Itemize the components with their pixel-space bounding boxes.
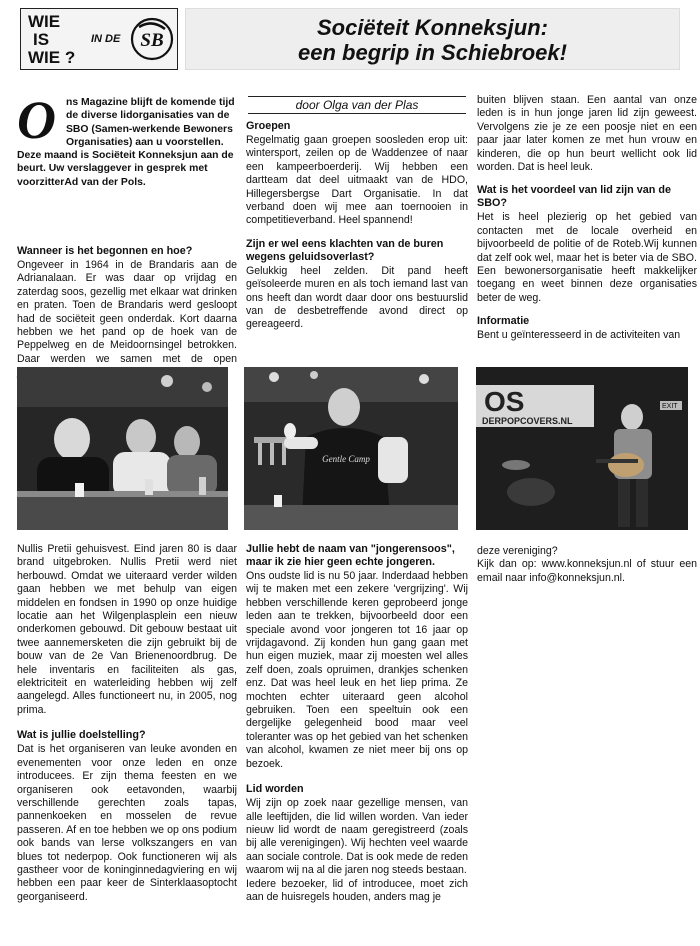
photo-bartender	[244, 367, 458, 530]
title-line-2: een begrip in Schiebroek!	[298, 40, 567, 65]
is-label: IS	[33, 30, 50, 49]
text-contact: Kijk dan op: www.konneksjun.nl of stuur een email naar info@konneksjun.nl.	[477, 558, 697, 584]
heading-jongerensoos: Jullie hebt de naam van "jongerensoos", maar ik zie hier geen echte jongeren.	[246, 543, 455, 568]
exit-sign: EXIT	[662, 403, 678, 410]
column-3-bottom	[477, 545, 697, 585]
article-header	[0, 0, 700, 80]
banner-subtext: DERPOPCOVERS.NL	[482, 416, 573, 426]
text-jongerensoos: Ons oudste lid is nu 50 jaar. Inderdaad hebben wij te maken met een zekere 'vergrijzing'. Wij hebben verschillende keren geprobeerd jonge leden aan te trekken, bijvoorbeeld door een speciale avond voor jongeren tot 16 jaar op vrijdagavond. Zij konden hun gang gaan met hun eigen muziek, maar zij moesten wel alles zelf doen, zoals opruimen, drankjes schenken enz. Dat was heel leuk en het liep prima. Ze mochten echter uiteraard geen alcohol gebruiken. Toen een speeltuin ook een dergelijke gelegenheid bood maar veel toleranter was op het gebied van het schenken van alcohol, kwamen ze niet meer bij ons op bezoek.	[246, 570, 468, 770]
photo-bar-members	[17, 367, 228, 530]
heading-lid-worden: Lid worden	[246, 783, 304, 796]
text-buiten: buiten blijven staan. Een aantal van onze leden is in hun jonge jaren lid zijn geweest. Vervolgens zie je ze een poosje niet en een paar jaar later komen ze met hun vrouw en kinderen, die op hun beurt wellicht ook lid worden. Dat is heel leuk.	[477, 94, 697, 174]
shirt-text: Gentle Camp	[322, 454, 370, 464]
text-huisregels: Iedere bezoeker, lid of introducee, moet zich aan de huisregels houden, anders mag je	[246, 877, 468, 903]
stage-band-illustration	[476, 367, 688, 530]
heading-begin: Wanneer is het begonnen en hoe?	[17, 245, 193, 257]
photo-guitarist-stage	[476, 367, 688, 530]
sbo-logo-icon	[129, 15, 175, 63]
heading-doelstelling: Wat is jullie doelstelling?	[17, 729, 146, 742]
bartender-illustration	[244, 367, 458, 530]
heading-informatie: Informatie	[477, 315, 530, 328]
text-begin: Ongeveer in 1964 in de Brandaris aan de Adrianalaan. Er was daar op vrijdag en zaterdag soos, gezellig met elkaar wat drinken en praten. Toen de Brandaris werd gesloopt had de sociëteit geen onderdak. Kort daarna hebben we het pand op de hoek van de Peppelweg en de Meidoornsingel betrokken. Daar werden we samen met de open	[17, 259, 237, 365]
drop-cap: O	[17, 90, 56, 150]
logo-letters: SB	[140, 30, 164, 51]
intro-text: ns Magazine blijft de komende tijd de diverse lidorganisaties van de SBO (Samen-werkende Bewoners Organisaties) aan u voorstellen. Deze maand is Sociëteit Konneksjun aan de beurt. Uw verslaggever in gesprek met voorzitterAd van der Pols.	[17, 97, 235, 188]
text-voordeel: Het is heel plezierig op het gebied van contacten met de locale overheid en bijvoorbeeld de politie of de Roteb.Wij kunnen dat zelf ook wel, maar het is beter via de SBO. Een bewonersorganisatie heeft makkelijker toegang en weet binnen deze organisaties beter de weg.	[477, 211, 697, 304]
in-de-label: IN DE	[91, 33, 121, 45]
text-informatie: Bent u geïnteresseerd in de activiteiten van	[477, 329, 681, 342]
title-line-1: Sociëteit Konneksjun:	[316, 15, 549, 40]
article-title	[186, 15, 679, 65]
intro-paragraph	[17, 90, 237, 189]
text-groepen: Regelmatig gaan groepen soosleden erop uit: wintersport, zeilen op de Waddenzee of naar een kampeerboerderij. Wij hebben een dartteam dat deel uitmaakt van de HDO, Hillegersbergse Dart Organisatie. In dat verband doen wij mee aan toernooien in competitieverband. Heel spannend!	[246, 134, 468, 227]
wie-label: WIE	[28, 12, 61, 31]
column-2-top	[246, 120, 468, 332]
wie-question-label: WIE ?	[28, 48, 76, 67]
text-doelstelling: Dat is het organiseren van leuke avonden en evenementen voor onze leden en onze introducees. Er zijn thema feesten en we organiseren ook eetavonden, waarbij verschillende gerechten zoals tapas, pannenkoeken en mosselen de revue passeren. Af en toe hebben we op ons podium ook bands van lerse volkszangers en van blues tot nederpop. Ook functioneren wij als gastheer voor de koninginnedagviering en wij hebben een paar keer de Sinterklaasoptocht georganiseerd.	[17, 743, 237, 903]
text-vereniging: deze vereniging?	[477, 545, 558, 557]
heading-klachten: Zijn er wel eens klachten van de buren wegens geluidsoverlast?	[246, 237, 444, 263]
column-1-top	[17, 245, 237, 380]
column-1-bottom	[17, 543, 237, 904]
text-nullis: Nullis Pretii gehuisvest. Eind jaren 80 is daar brand uitgebroken. Nullis Pretii werd niet herbouwd. Omdat we uiteraard verder wilden gaan hebben we met behulp van eigen middelen en fondsen in 1990 op onze huidige locatie aan het Wilgenplasplein een nieuw onderkomen gebouwd. Dit gebouw bestaat uit twee aannemersketen die zijn gebruikt bij de bouw van de 2e Van Brienenoordbrug. De hele inventaris en faciliteiten als gas, elektriciteit en waterleiding hebben wij zelf aangelegd. Alles functioneert nu, in 2005, nog prima.	[17, 543, 237, 716]
byline: door Olga van der Plas	[248, 96, 466, 114]
heading-groepen: Groepen	[246, 120, 291, 132]
bar-scene-illustration	[17, 367, 228, 530]
wie-is-wie-box	[20, 8, 178, 70]
column-2-bottom	[246, 543, 468, 904]
text-lid-worden: Wij zijn op zoek naar gezellige mensen, van alle leeftijden, die lid willen worden. Van ieder nieuw lid wordt de naam geregistreerd (zoals bij alle verenigingen). Wij hechten veel waarde aan sociale controle. Dat is ook mede de reden waarom wij na al die jaren nog steeds bestaan.	[246, 797, 468, 877]
heading-voordeel: Wat is het voordeel van lid zijn van de SBO?	[477, 184, 671, 210]
title-box	[185, 8, 680, 70]
column-3-top	[477, 94, 697, 343]
text-klachten: Gelukkig heel zelden. Dit pand heeft geïsoleerde muren en als toch iemand last van ons heeft dan wordt daar door ons bestuurslid van de desbetreffende avond direct op gereageerd.	[246, 264, 468, 331]
banner-text: OS	[484, 386, 525, 417]
